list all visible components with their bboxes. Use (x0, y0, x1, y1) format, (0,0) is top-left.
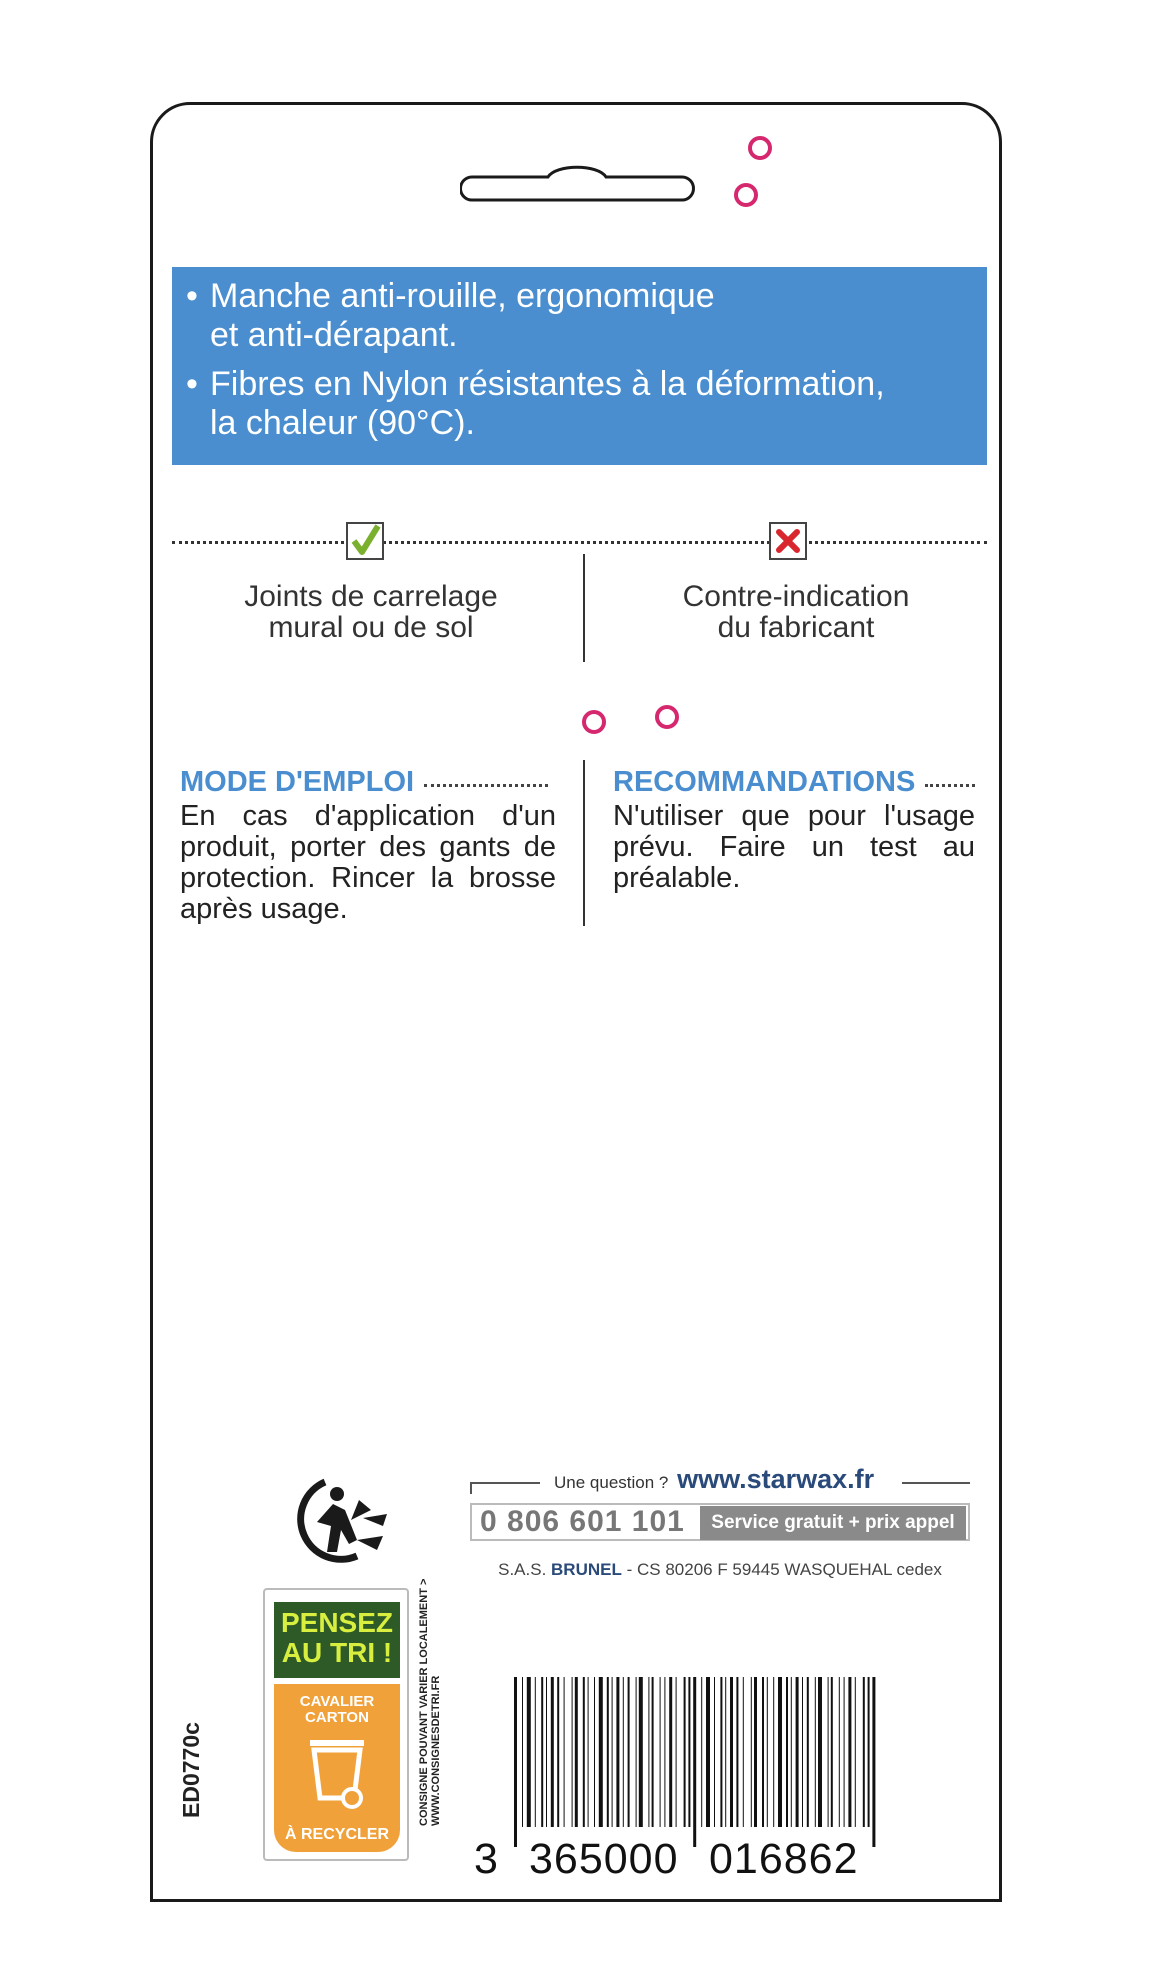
barcode-bar (791, 1677, 792, 1827)
benefit-line: et anti-dérapant. (210, 316, 458, 354)
barcode-bar (588, 1677, 589, 1827)
barcode-bar (706, 1677, 710, 1827)
barcode-bar (839, 1677, 840, 1827)
action-text: À RECYCLER (284, 1826, 389, 1843)
barcode-bar (628, 1677, 630, 1827)
barcode-bar (688, 1677, 690, 1827)
suitable-use (200, 581, 542, 643)
barcode-bar (527, 1677, 531, 1827)
contraindication-line: du fabricant (717, 611, 875, 644)
barcode-bar (730, 1677, 733, 1827)
mode-emploi-title (180, 766, 548, 799)
pink-ring-icon (748, 136, 772, 160)
barcode-bar (652, 1677, 654, 1827)
barcode-bar (522, 1677, 523, 1827)
column-divider (583, 554, 585, 662)
barcode-digits: 016862 (706, 1835, 862, 1884)
barcode-bar (660, 1677, 661, 1827)
benefits-panel (172, 267, 987, 465)
section-title-text: MODE D'EMPLOI (180, 766, 415, 798)
barcode-bar (693, 1677, 696, 1847)
pensez-text: PENSEZ (280, 1607, 394, 1638)
company-address (470, 1560, 970, 1580)
contraindication (625, 581, 967, 643)
website-link[interactable]: www.starwax.fr (677, 1464, 875, 1494)
barcode-digits: 365000 (526, 1835, 682, 1884)
barcode-bar (743, 1677, 744, 1827)
pensez-au-tri (274, 1602, 400, 1678)
benefit-line: Fibres en Nylon résistantes à la déformation, (210, 365, 885, 403)
consigne-line: CONSIGNE POUVANT VARIER LOCALEMENT > (418, 1578, 430, 1826)
section-title-text: RECOMMANDATIONS (613, 766, 916, 798)
barcode-bar (583, 1677, 585, 1827)
recycle-panel (274, 1684, 400, 1852)
barcode-bar (844, 1677, 845, 1827)
barcode-bar (855, 1677, 856, 1827)
barcode-bar (684, 1677, 686, 1827)
recommandations-title (613, 766, 975, 799)
barcode-bar (514, 1677, 517, 1847)
barcode-digit: 3 (474, 1835, 499, 1883)
phone-number[interactable]: 0 806 601 101 (480, 1505, 685, 1538)
barcode-bar (676, 1677, 677, 1827)
barcode-bar (535, 1677, 536, 1827)
bullet: • (186, 365, 198, 403)
benefit-item (186, 365, 971, 443)
barcode-bar (828, 1677, 829, 1827)
barcode-bar (575, 1677, 578, 1827)
benefit-item (186, 277, 971, 355)
barcode-bar (623, 1677, 624, 1827)
phone-box (470, 1503, 970, 1541)
item-line: CAVALIER (299, 1693, 375, 1710)
barcode-bar (639, 1677, 643, 1827)
rule (902, 1482, 970, 1484)
barcode-bar (872, 1677, 875, 1847)
barcode-bar (815, 1677, 816, 1827)
barcode-bar (773, 1677, 774, 1827)
company-name: BRUNEL (551, 1560, 622, 1579)
barcode-bar (714, 1677, 715, 1827)
barcode-bar (868, 1677, 870, 1827)
title-dots (424, 784, 548, 787)
divider (172, 541, 987, 544)
au-tri-text: AU TRI ! (281, 1637, 393, 1668)
barcode (514, 1677, 878, 1847)
address-rest: - CS 80206 F 59445 WASQUEHAL cedex (626, 1560, 942, 1579)
barcode-bar (594, 1677, 595, 1827)
column-divider (583, 760, 585, 926)
barcode-bar (551, 1677, 554, 1827)
suitable-use-line: Joints de carrelage (244, 580, 498, 613)
barcode-bar (802, 1677, 803, 1827)
barcode-bar (612, 1677, 613, 1827)
item-line: CARTON (305, 1709, 369, 1726)
barcode-bar (599, 1677, 603, 1827)
recommandations-body: N'utiliser que pour l'usage prévu. Faire un test au préalable. (613, 800, 975, 894)
barcode-bar (751, 1677, 752, 1827)
mode-emploi-body: En cas d'application d'un produit, porter des gants de protection. Rincer la brosse après usage. (180, 800, 556, 925)
barcode-bar (557, 1677, 559, 1827)
barcode-bar (807, 1677, 809, 1827)
barcode-bar (848, 1677, 851, 1827)
barcode-bar (616, 1677, 619, 1827)
barcode-bar (786, 1677, 788, 1827)
barcode-bar (863, 1677, 865, 1827)
consigne-line: WWW.CONSIGNESDETRI.FR (430, 1675, 442, 1826)
barcode-bar (648, 1677, 649, 1827)
barcode-bar (669, 1677, 672, 1827)
hang-hole (460, 160, 698, 212)
bullet: • (186, 277, 198, 315)
barcode-bar (541, 1677, 543, 1827)
barcode-bar (818, 1677, 822, 1827)
phone-tag: Service gratuit + prix appel (700, 1506, 966, 1540)
question-text: Une question ? (554, 1473, 669, 1492)
address-prefix: S.A.S. (498, 1560, 547, 1579)
barcode-bar (701, 1677, 702, 1827)
suitable-use-line: mural ou de sol (268, 611, 474, 644)
barcode-bar (778, 1677, 782, 1827)
barcode-bar (720, 1677, 722, 1827)
consigne-note (418, 1579, 442, 1826)
benefit-line: Manche anti-rouille, ergonomique (210, 277, 715, 315)
triman-icon (287, 1470, 395, 1570)
rule-tick (470, 1482, 484, 1494)
barcode-bar (796, 1677, 799, 1827)
benefit-line: la chaleur (90°C). (210, 404, 475, 442)
bin-icon (304, 1736, 370, 1810)
pink-ring-icon (734, 183, 758, 207)
barcode-bar (736, 1677, 738, 1827)
barcode-bar (754, 1677, 757, 1827)
barcode-bar (767, 1677, 768, 1827)
pink-ring-icon (582, 710, 606, 734)
barcode-bar (831, 1677, 833, 1827)
barcode-bar (546, 1677, 547, 1827)
barcode-bar (564, 1677, 565, 1827)
reference-code: ED0770c (178, 1722, 204, 1818)
barcode-bar (636, 1677, 637, 1827)
barcode-bar (572, 1677, 573, 1827)
check-icon (346, 522, 384, 560)
pink-ring-icon (655, 705, 679, 729)
barcode-bar (664, 1677, 665, 1827)
title-dots (925, 784, 975, 787)
item-label (274, 1694, 400, 1726)
barcode-bar (762, 1677, 764, 1827)
barcode-bar (725, 1677, 726, 1827)
barcode-bar (607, 1677, 609, 1827)
triman-badge (263, 1588, 409, 1861)
cross-icon (769, 522, 807, 560)
contraindication-line: Contre-indication (682, 580, 910, 613)
